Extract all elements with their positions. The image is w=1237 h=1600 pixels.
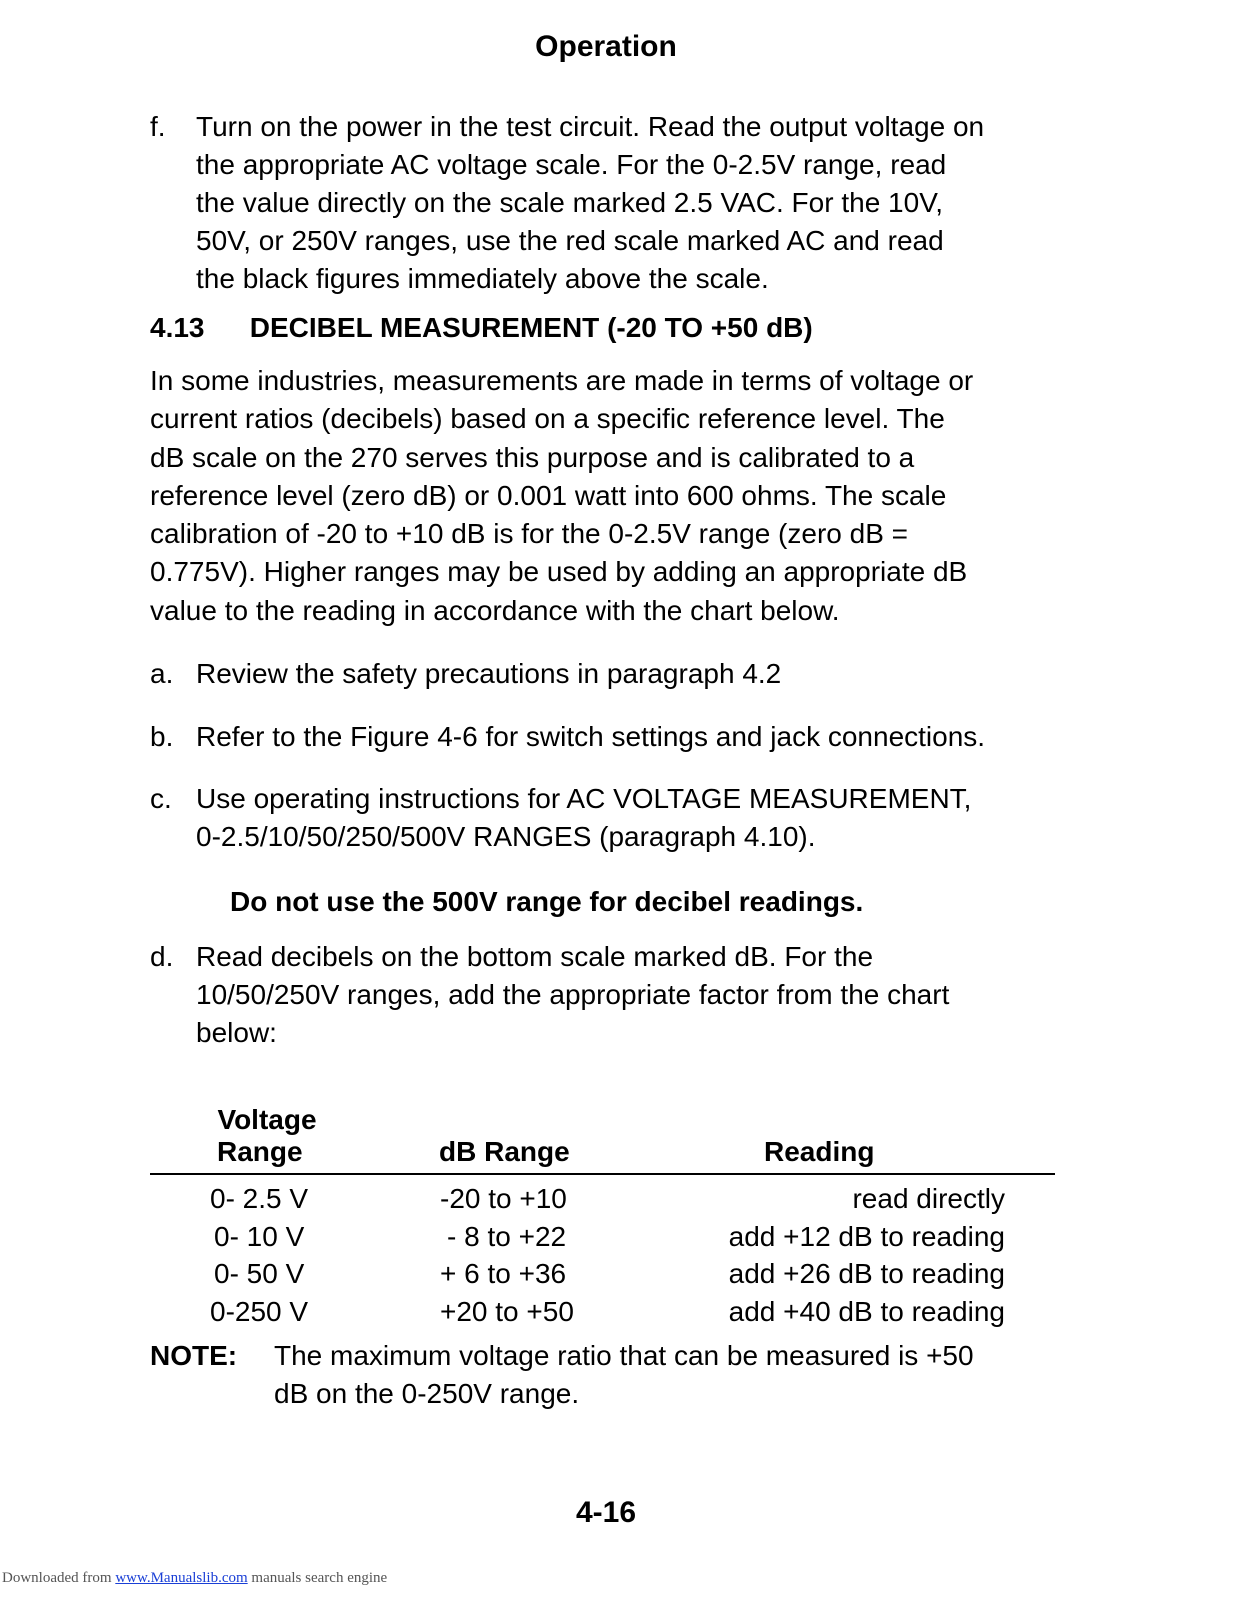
cell-db: - 8 to +22 — [447, 1220, 567, 1252]
intro-line: value to the reading in accordance with the chart below. — [150, 594, 840, 626]
step-f — [150, 108, 1055, 298]
step-f-marker: f. — [150, 111, 166, 142]
cell-voltage: 0- 10 V — [214, 1220, 305, 1252]
note-label: NOTE: — [150, 1340, 238, 1371]
cell-voltage: 0-250 V — [210, 1295, 309, 1327]
step-d-line: 10/50/250V ranges, add the appropriate factor from the chart — [196, 979, 950, 1010]
step-f-line: the value directly on the scale marked 2.5 VAC. For the 10V, — [196, 187, 944, 218]
step-b-line: Refer to the Figure 4-6 for switch settings and jack connections. — [196, 721, 986, 752]
step-a-line: Review the safety precautions in paragraph 4.2 — [196, 658, 782, 689]
cell-db: +20 to +50 — [440, 1295, 574, 1327]
warning-text: Do not use the 500V range for decibel readings. — [230, 886, 864, 917]
step-c-line: Use operating instructions for AC VOLTAGE MEASUREMENT, — [196, 783, 972, 814]
header-voltage-line1: Voltage — [217, 1104, 317, 1135]
note-text — [274, 1337, 1055, 1413]
step-d-text — [196, 938, 1055, 1052]
header-voltage-range — [207, 1104, 327, 1168]
intro-line: In some industries, measurements are made in terms of voltage or — [150, 365, 974, 396]
intro-line: current ratios (decibels) based on a specific reference level. The — [150, 403, 945, 435]
cell-reading: add +26 dB to reading — [728, 1258, 1005, 1289]
table-header — [150, 1104, 1055, 1172]
step-b-marker: b. — [150, 721, 174, 752]
step-f-line: Turn on the power in the test circuit. Read the output voltage on — [196, 111, 985, 142]
manualslib-link[interactable]: www.Manualslib.com — [115, 1570, 248, 1586]
step-f-line: the black figures immediately above the scale. — [196, 263, 769, 294]
step-d-marker: d. — [150, 941, 174, 972]
table-row — [150, 1293, 1055, 1331]
step-a — [150, 655, 1055, 693]
step-d-line: Read decibels on the bottom scale marked dB. For the — [196, 941, 874, 972]
cell-voltage: 0- 50 V — [214, 1258, 305, 1289]
cell-reading: read directly — [852, 1183, 1005, 1214]
section-title: DECIBEL MEASUREMENT (-20 TO +50 dB) — [249, 312, 813, 343]
step-a-marker: a. — [150, 658, 174, 689]
download-footer — [2, 1570, 387, 1587]
step-b — [150, 718, 1055, 756]
table-row — [150, 1218, 1055, 1256]
step-a-text — [196, 655, 1055, 693]
step-c-text — [196, 780, 1055, 856]
step-b-text — [196, 718, 1055, 756]
step-c-marker: c. — [150, 783, 172, 814]
cell-db: + 6 to +36 — [440, 1258, 567, 1289]
header-voltage-line2: Range — [217, 1136, 303, 1167]
header-db-range: dB Range — [439, 1136, 570, 1167]
step-c — [150, 780, 1055, 856]
page-header: Operation — [535, 30, 677, 63]
section-number: 4.13 — [150, 312, 205, 343]
header-rule — [150, 1173, 1055, 1175]
step-c-line: 0-2.5/10/50/250/500V RANGES (paragraph 4.10). — [196, 821, 816, 852]
note — [150, 1337, 1055, 1413]
footer-suffix: manuals search engine — [247, 1570, 388, 1586]
intro-line: dB scale on the 270 serves this purpose and is calibrated to a — [150, 441, 915, 473]
table-row — [150, 1255, 1055, 1293]
db-range-table — [150, 1104, 1055, 1327]
step-f-text — [196, 108, 1055, 298]
cell-voltage: 0- 2.5 V — [210, 1183, 309, 1214]
step-f-line: 50V, or 250V ranges, use the red scale marked AC and read — [196, 225, 944, 256]
header-reading: Reading — [764, 1136, 875, 1167]
note-line: The maximum voltage ratio that can be measured is +50 — [274, 1340, 974, 1371]
note-line: dB on the 0-250V range. — [274, 1378, 580, 1409]
page-number: 4-16 — [575, 1496, 637, 1529]
table-body — [150, 1180, 1055, 1330]
step-d-line: below: — [196, 1017, 277, 1048]
cell-reading: add +12 dB to reading — [728, 1220, 1005, 1252]
intro-line: 0.775V). Higher ranges may be used by adding an appropriate dB — [150, 556, 968, 588]
cell-db: -20 to +10 — [440, 1183, 567, 1214]
intro-paragraph — [150, 362, 1055, 630]
intro-line: calibration of -20 to +10 dB is for the 0-2.5V range (zero dB = — [150, 518, 908, 550]
intro-line: reference level (zero dB) or 0.001 watt into 600 ohms. The scale — [150, 479, 947, 511]
cell-reading: add +40 dB to reading — [728, 1295, 1005, 1327]
step-d — [150, 938, 1055, 1052]
step-f-line: the appropriate AC voltage scale. For the 0-2.5V range, read — [196, 149, 947, 180]
table-row — [150, 1180, 1055, 1218]
footer-prefix: Downloaded from — [2, 1570, 116, 1586]
section-heading — [150, 312, 813, 344]
